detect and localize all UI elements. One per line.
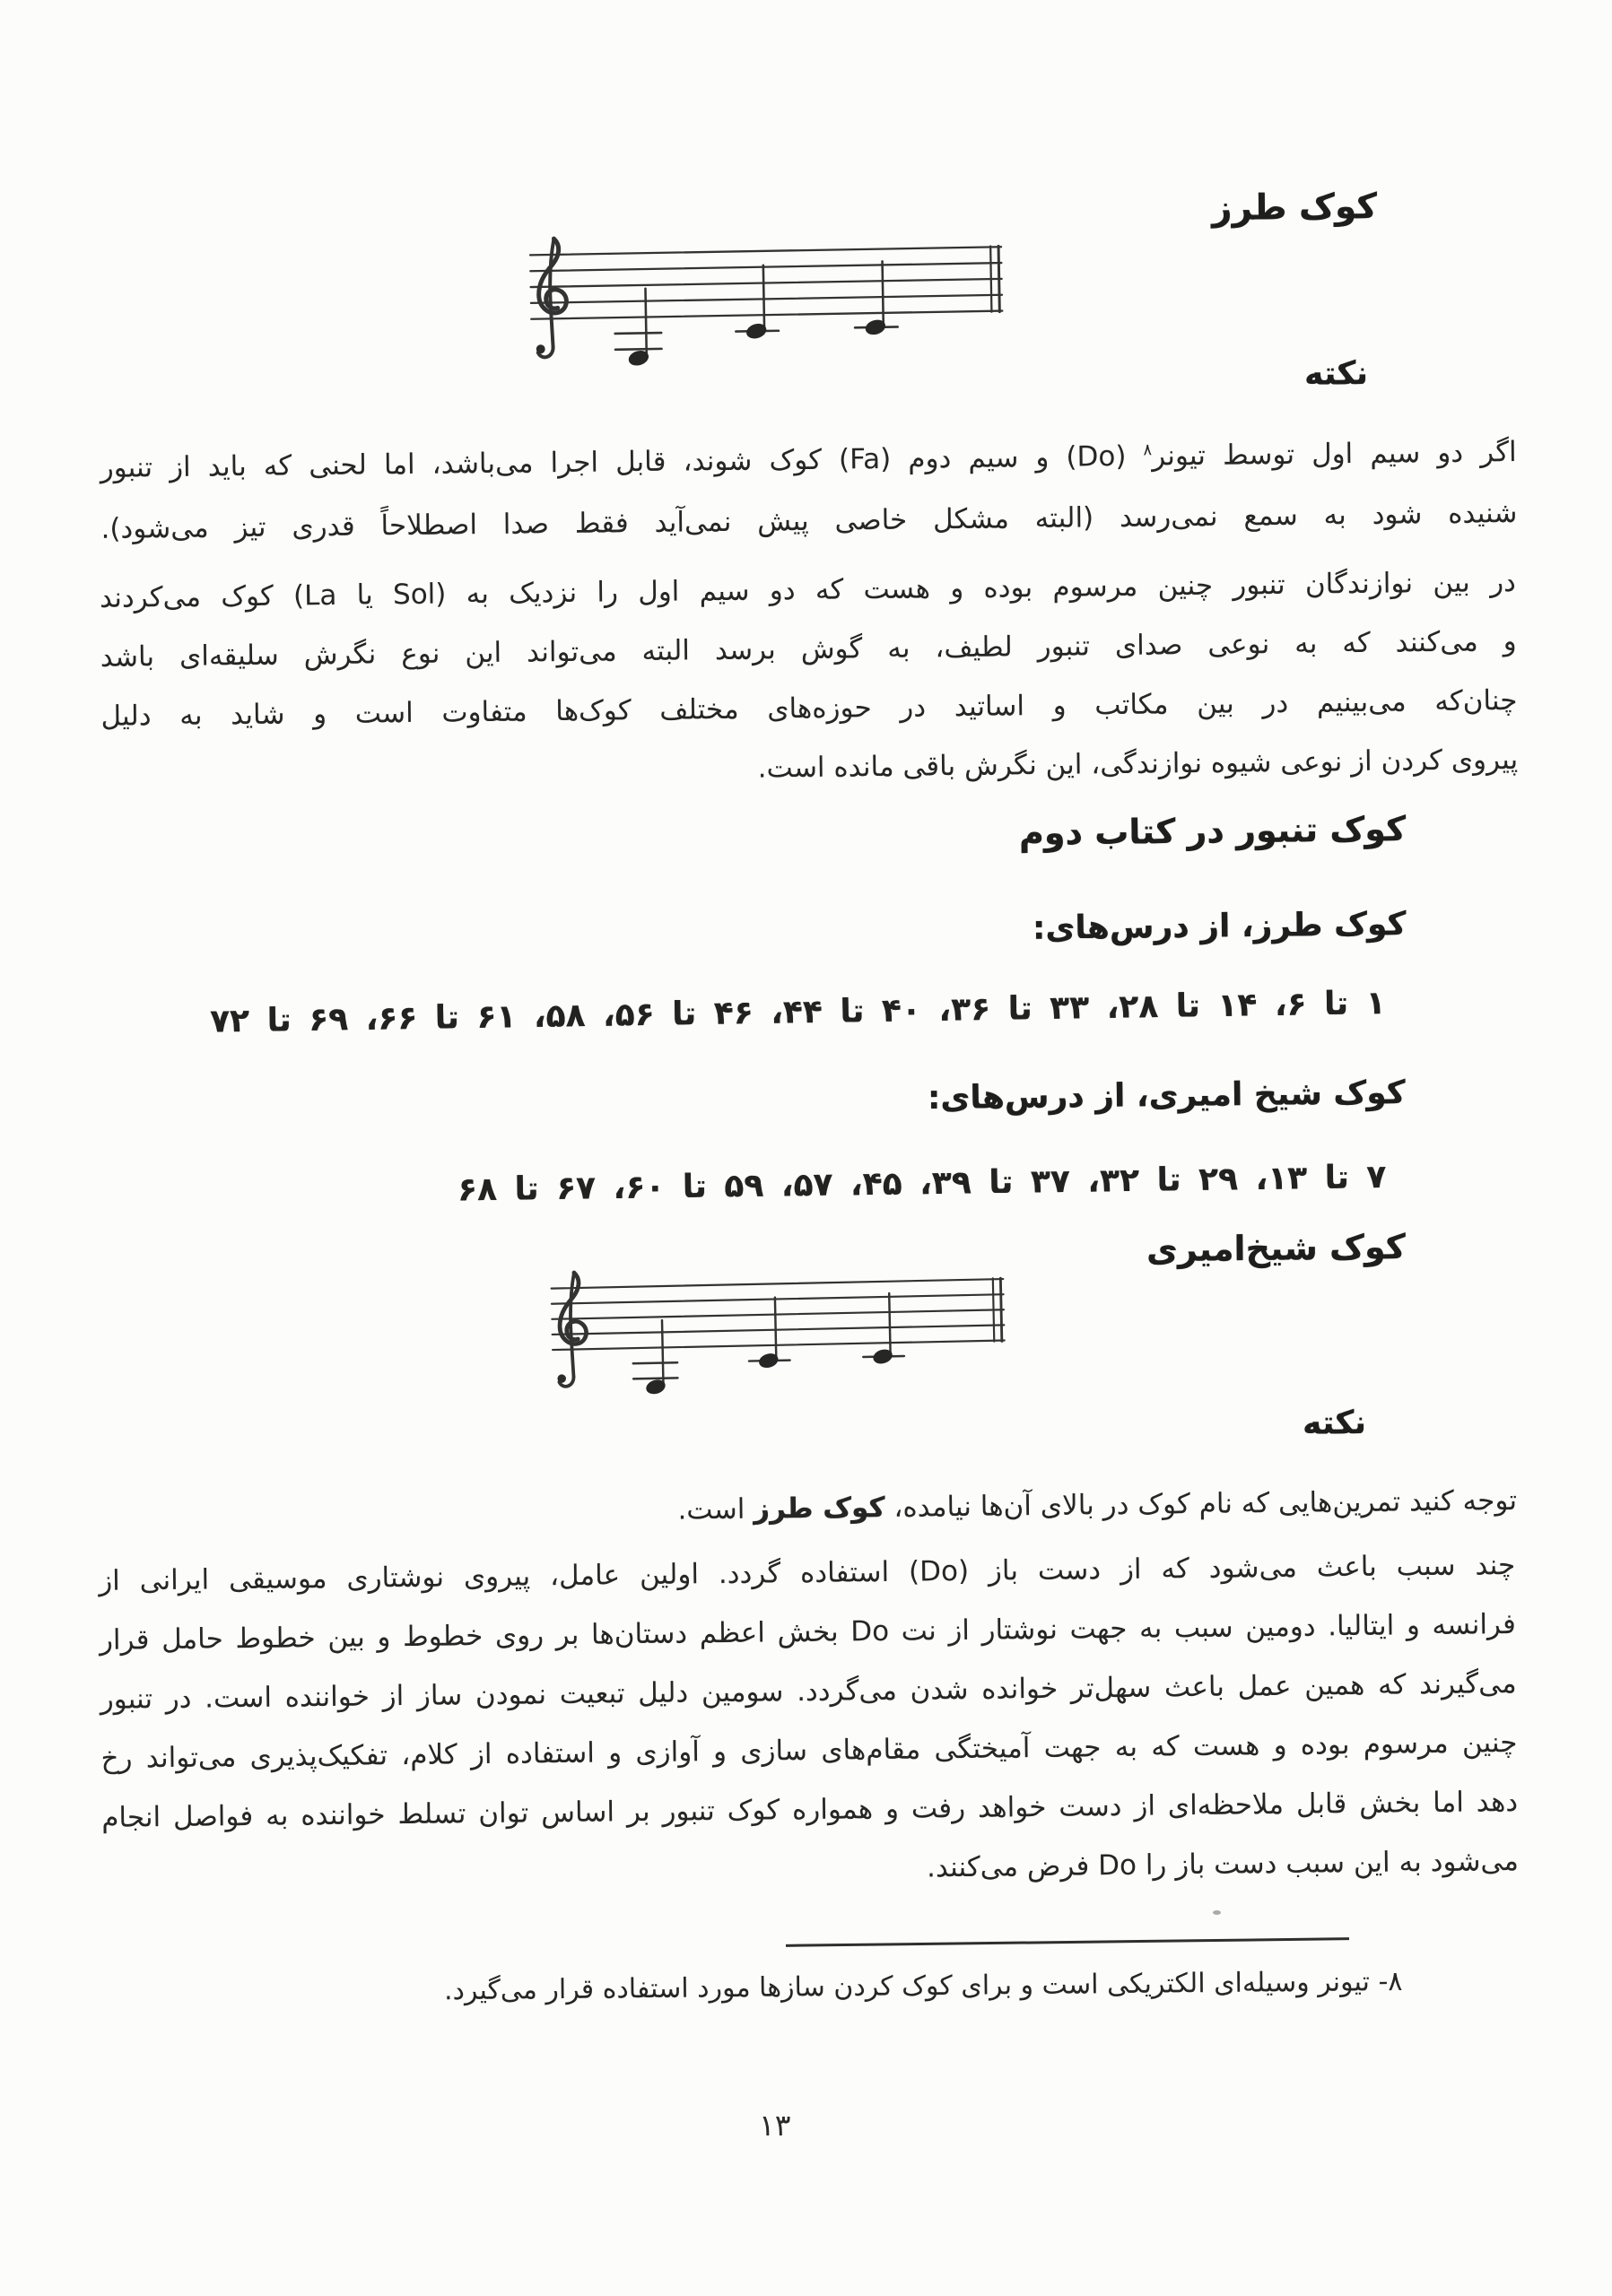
note-heading-2: نکته bbox=[1302, 1405, 1367, 1442]
heading-book-two: کوک تنبور در کتاب دوم bbox=[1018, 809, 1407, 853]
do-line-3: می‌گیرند که همین عمل باعث سهل‌تر خوانده شدن می‌گردد. سومین دلیل تبعیت نمودن ساز از خواننده است. در تنبور bbox=[100, 1667, 1517, 1716]
sheikh-lesson-numbers: ۷ تا ۱۳، ۲۹ تا ۳۲، ۳۷ تا ۳۹، ۴۵، ۵۷، ۵۹ تا ۶۰، ۶۷ تا ۶۸ bbox=[457, 1159, 1387, 1209]
footnote-marker-8: ۸ bbox=[1143, 440, 1153, 460]
heading-tarz-tuning: کوک طرز bbox=[1211, 187, 1378, 230]
note1-line1-post: (Do) و سیم دوم (Fa) کوک شوند، قابل اجرا می‌باشد، اما لحنی که باید از تنبور bbox=[100, 439, 1144, 484]
tarz-lesson-numbers: ۱ تا ۶، ۱۴ تا ۲۸، ۳۳ تا ۳۶، ۴۰ تا ۴۴، ۴۶ تا ۵۶، ۵۸، ۶۱ تا ۶۶، ۶۹ تا ۷۲ bbox=[210, 985, 1387, 1040]
tarz-tuning-staff-notation bbox=[525, 220, 1012, 380]
attention-line bbox=[100, 1471, 1518, 1546]
attention-pre: توجه کنید تمرین‌هایی که نام کوک در بالای آن‌ها نیامده، bbox=[884, 1484, 1518, 1524]
custom-line-1: در بین نوازندگان تنبور چنین مرسوم بوده و هست که دو سیم اول را نزدیک به (Sol یا La) کوک می‌کردند bbox=[99, 566, 1517, 614]
sheikh-tuning-staff-notation bbox=[545, 1253, 1013, 1408]
custom-line-4: پیروی کردن از نوعی شیوه نوازندگی، این نگرش باقی مانده است. bbox=[757, 743, 1519, 785]
do-line-1: چند سبب باعث می‌شود که از دست باز (Do) استفاده گردد. اولین عامل، پیروی نوشتاری موسیقی ایرانی از bbox=[99, 1549, 1516, 1597]
attention-bold-tarz: کوک طرز bbox=[753, 1491, 885, 1526]
scan-artifact-speck bbox=[1213, 1910, 1221, 1915]
note1-paragraph bbox=[100, 422, 1517, 560]
footnote-text: ۸- تیونر وسیله‌ای الکتریکی است و برای کوک کردن سازها مورد استفاده قرار می‌گیرد. bbox=[443, 1966, 1403, 2007]
custom-line-3: چنان‌که می‌بینیم در بین مکاتب و اساتید در حوزه‌های مختلف کوک‌ها متفاوت است و شاید به دلیل bbox=[100, 683, 1518, 733]
subheading-sheikh-lessons: کوک شیخ امیری، از درس‌های: bbox=[928, 1074, 1407, 1118]
do-line-5: دهد اما بخش قابل ملاحظه‌ای از دست خواهد رفت و همواره کوک تنبور بر اساس توان تسلط خواننده به فواصل انجام bbox=[101, 1785, 1519, 1834]
attention-post: است. bbox=[677, 1492, 754, 1526]
subheading-tarz-lessons: کوک طرز، از درس‌های: bbox=[1032, 906, 1407, 947]
do-line-2: فرانسه و ایتالیا. دومین سبب به جهت نوشتار از نت Do بخش اعظم دستان‌ها بر روی خطوط و بین خطوط حامل قرار bbox=[99, 1608, 1517, 1657]
page-number: ۱۳ bbox=[759, 2108, 791, 2143]
do-line-4: چنین مرسوم بوده و هست که به جهت آمیختگی مقام‌های سازی و آوازی و استفاده از کلام، تفکیک‌پذیری می‌تواند رخ bbox=[100, 1726, 1518, 1775]
do-paragraph bbox=[99, 1535, 1519, 1907]
custom-line-2: و می‌کنند که به نوعی صدای تنبور لطیف، به گوش برسد البته می‌تواند این نوع نگرش سلیقه‌ای باشد bbox=[100, 625, 1517, 674]
do-line-6: می‌شود به این سبب دست باز را Do فرض می‌کنند. bbox=[926, 1844, 1520, 1884]
footnote-rule bbox=[786, 1937, 1349, 1947]
note1-line-2: شنیده شود به سمع نمی‌رسد (البته مشکل خاصی پیش نمی‌آید فقط صدا اصطلاحاً قدری تیز می‌شود). bbox=[100, 496, 1518, 545]
note1-line1-pre: اگر دو سیم اول توسط تیونر bbox=[1151, 436, 1517, 473]
note-heading-1: نکته bbox=[1303, 355, 1369, 393]
heading-sheikh-tuning: کوک شیخ‌امیری bbox=[1146, 1227, 1407, 1270]
custom-tuning-paragraph bbox=[100, 552, 1519, 805]
